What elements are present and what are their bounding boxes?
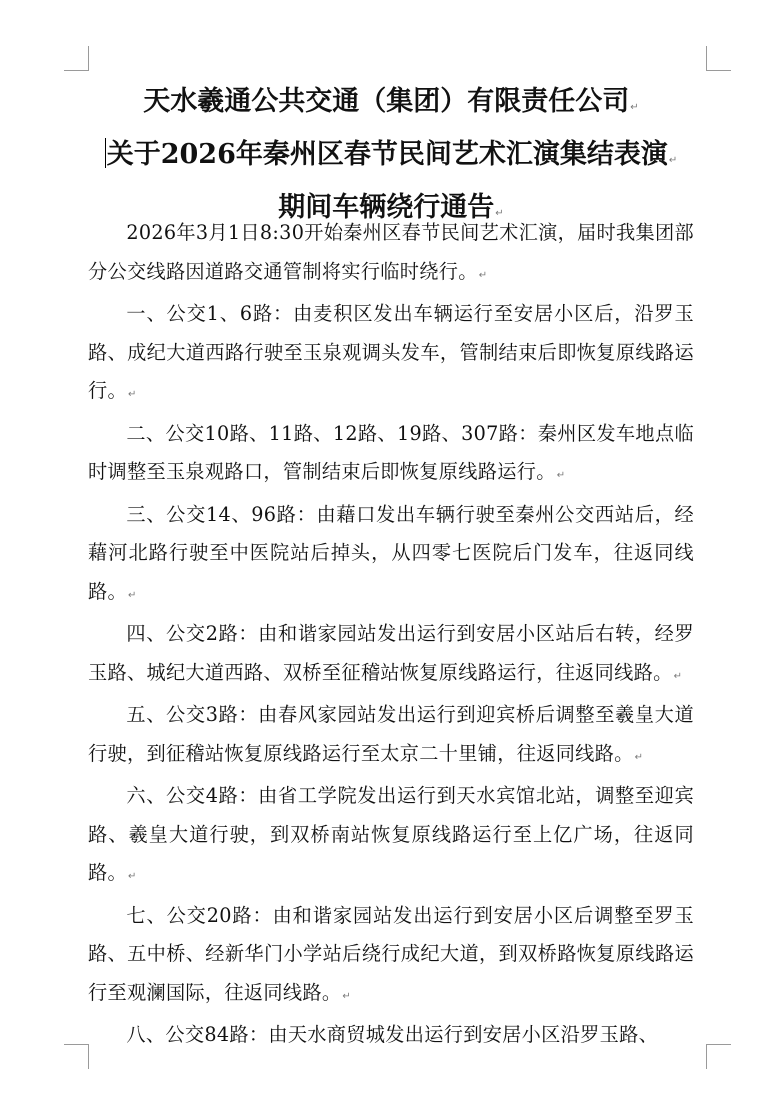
paragraph-text: 一、公交1、6路：由麦积区发出车辆运行至安居小区后，沿罗玉路、成纪大道西路行驶至玉泉观调头发车，管制结束后即恢复原线路运行。 bbox=[88, 302, 694, 402]
paragraph-route-14-96[interactable] bbox=[88, 496, 694, 616]
paragraph-mark: ↵ bbox=[478, 269, 488, 281]
paragraph-text: 六、公交4路：由省工学院发出运行到天水宾馆北站，调整至迎宾路、羲皇大道行驶，到双桥南站恢复原线路运行至上亿广场，往返同路。 bbox=[88, 784, 694, 884]
crop-mark-top-left bbox=[64, 46, 89, 71]
paragraph-text: 三、公交14、96路：由藉口发出车辆行驶至秦州公交西站后，经藉河北路行驶至中医院站后掉头，从四零七医院后门发车，往返同线路。 bbox=[88, 502, 694, 603]
paragraph-route-1-6[interactable] bbox=[88, 295, 694, 415]
paragraph-intro[interactable] bbox=[88, 214, 694, 295]
paragraph-text: 八、公交84路：由天水商贸城发出运行到安居小区沿罗玉路、 bbox=[126, 1023, 659, 1046]
paragraph-route-20[interactable] bbox=[88, 897, 694, 1017]
paragraph-mark: ↵ bbox=[127, 589, 137, 601]
paragraph-text: 七、公交20路：由和谐家园站发出运行到安居小区后调整至罗玉路、五中桥、经新华门小学站后绕行成纪大道，到双桥路恢复原线路运行至观澜国际，往返同线路。 bbox=[88, 903, 694, 1004]
paragraph-mark: ↵ bbox=[668, 155, 678, 166]
paragraph-text: 二、公交10路、11路、12路、19路、307路：秦州区发车地点临时调整至玉泉观路口，管制结束后即恢复原线路运行。 bbox=[88, 421, 694, 483]
paragraph-route-3[interactable] bbox=[88, 696, 694, 777]
paragraph-mark: ↵ bbox=[673, 670, 683, 682]
title-line-2-text: 关于2026年秦州区春节民间艺术汇演集结表演 bbox=[106, 139, 668, 170]
paragraph-text: 四、公交2路：由和谐家园站发出运行到安居小区站后右转，经罗玉路、城纪大道西路、双桥至征稽站恢复原线路运行，往返同线路。 bbox=[88, 622, 694, 684]
paragraph-mark: ↵ bbox=[634, 751, 644, 763]
paragraph-text: 五、公交3路：由春风家园站发出运行到迎宾桥后调整至羲皇大道行驶，到征稽站恢复原线路运行至太京二十里铺，往返同线路。 bbox=[88, 703, 694, 765]
paragraph-route-4[interactable] bbox=[88, 777, 694, 897]
crop-mark-bottom-right bbox=[706, 1044, 731, 1069]
paragraph-mark: ↵ bbox=[342, 990, 352, 1002]
paragraph-route-2[interactable] bbox=[88, 615, 694, 696]
text-cursor bbox=[105, 138, 106, 168]
title-line-1-text: 天水羲通公共交通（集团）有限责任公司 bbox=[143, 86, 630, 117]
paragraph-route-84[interactable] bbox=[88, 1016, 694, 1055]
paragraph-text: 2026年3月1日8:30开始秦州区春节民间艺术汇演，届时我集团部分公交线路因道路交通管制将实行临时绕行。 bbox=[88, 221, 694, 283]
title-line-2[interactable] bbox=[88, 131, 694, 184]
paragraph-mark: ↵ bbox=[630, 102, 639, 113]
crop-mark-bottom-left bbox=[64, 1044, 89, 1069]
paragraph-mark: ↵ bbox=[495, 208, 504, 219]
paragraph-mark: ↵ bbox=[127, 389, 137, 400]
paragraph-mark: ↵ bbox=[556, 470, 566, 481]
document-body bbox=[88, 214, 694, 1055]
paragraph-route-10-307[interactable] bbox=[88, 415, 694, 496]
title-line-3-text: 期间车辆绕行通告 bbox=[278, 192, 495, 223]
title-line-1[interactable] bbox=[88, 78, 694, 131]
paragraph-mark: ↵ bbox=[127, 871, 137, 882]
crop-mark-top-right bbox=[706, 46, 731, 71]
